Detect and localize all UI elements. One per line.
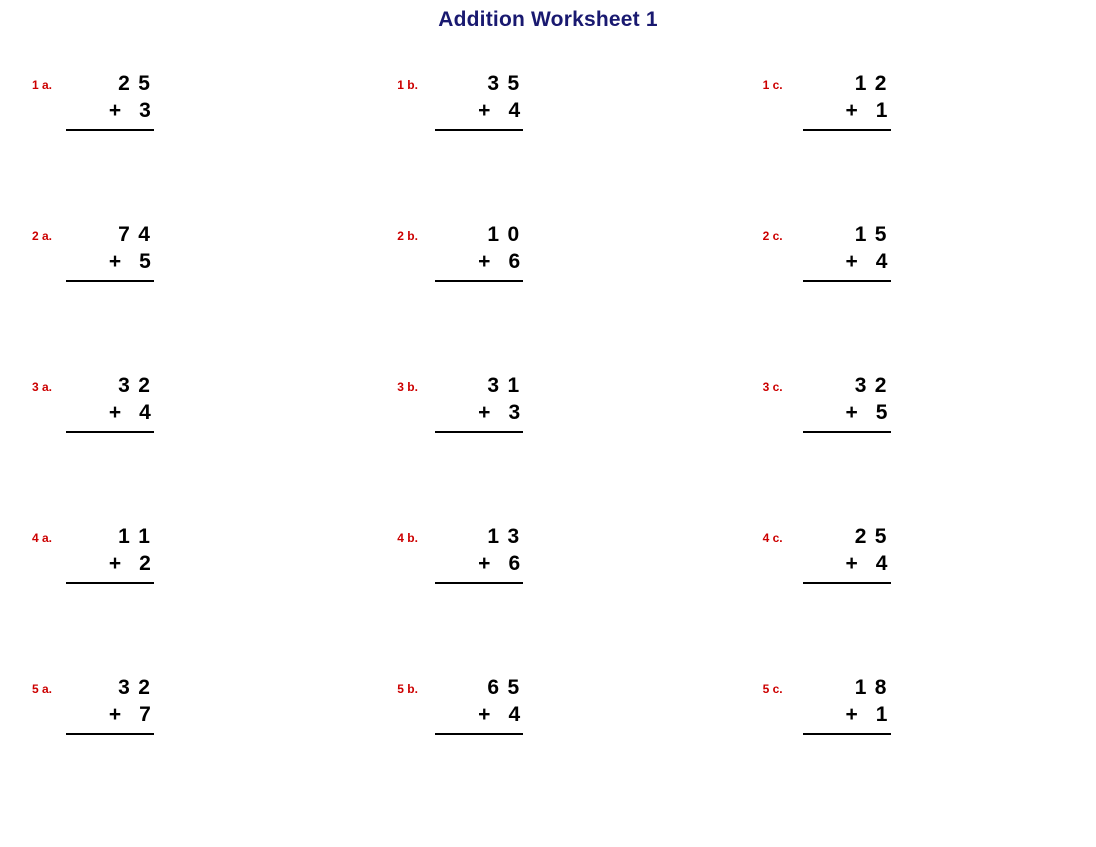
answer-rule (66, 280, 154, 282)
problem-label: 1 b. (397, 78, 418, 92)
problem-label: 2 c. (762, 229, 783, 243)
answer-rule (66, 733, 154, 735)
top-operand: 3 2 (118, 676, 150, 699)
page-title: Addition Worksheet 1 (438, 8, 658, 31)
problem-row (0, 364, 1096, 515)
problem-cell (365, 364, 730, 515)
problem-cell (731, 515, 1096, 666)
top-operand: 1 1 (118, 525, 150, 548)
problem-expression (803, 374, 893, 433)
problem-top-row (435, 72, 525, 99)
problem-top-row (803, 374, 893, 401)
problem-expression (66, 676, 156, 735)
problem-bottom-row (435, 703, 525, 730)
problem-top-row (66, 525, 156, 552)
problem-expression (803, 676, 893, 735)
problem-row (0, 213, 1096, 364)
problem-label: 4 a. (32, 531, 53, 545)
bottom-operand: 4 (875, 250, 888, 273)
answer-rule (435, 129, 523, 131)
bottom-operand: 5 (875, 401, 888, 424)
problem-cell (0, 515, 365, 666)
problem-expression (435, 374, 525, 433)
problem-expression (803, 525, 893, 584)
problem-expression (803, 72, 893, 131)
problem-cell (731, 62, 1096, 213)
top-operand: 6 5 (487, 676, 520, 699)
answer-rule (803, 582, 891, 584)
problem-expression (66, 525, 156, 584)
problem-grid (0, 62, 1096, 817)
answer-rule (435, 582, 523, 584)
bottom-operand: 1 (875, 99, 888, 122)
bottom-operand: 7 (139, 703, 151, 726)
plus-operator: + (478, 99, 491, 122)
problem-label: 3 a. (32, 380, 53, 394)
problem-top-row (66, 223, 156, 250)
problem-bottom-row (435, 401, 525, 428)
answer-rule (435, 280, 523, 282)
plus-operator: + (478, 250, 491, 273)
problem-cell (0, 364, 365, 515)
bottom-operand: 6 (508, 552, 521, 575)
problem-bottom-row (435, 99, 525, 126)
bottom-operand: 4 (508, 99, 521, 122)
plus-operator: + (845, 703, 858, 726)
problem-cell (0, 666, 365, 817)
problem-label: 4 c. (762, 531, 783, 545)
bottom-operand: 4 (875, 552, 888, 575)
answer-rule (803, 431, 891, 433)
plus-operator: + (478, 703, 491, 726)
bottom-operand: 6 (508, 250, 521, 273)
problem-label: 5 a. (32, 682, 53, 696)
plus-operator: + (845, 552, 858, 575)
top-operand: 3 2 (854, 374, 887, 397)
bottom-operand: 4 (139, 401, 151, 424)
problem-bottom-row (66, 401, 156, 428)
problem-expression (435, 223, 525, 282)
top-operand: 1 5 (854, 223, 887, 246)
problem-cell (731, 364, 1096, 515)
problem-expression (66, 72, 156, 131)
problem-expression (66, 374, 156, 433)
plus-operator: + (108, 703, 122, 726)
problem-label: 5 c. (762, 682, 783, 696)
top-operand: 2 5 (854, 525, 887, 548)
problem-expression (803, 223, 893, 282)
problem-bottom-row (66, 99, 156, 126)
problem-row (0, 666, 1096, 817)
problem-label: 2 b. (397, 229, 418, 243)
answer-rule (435, 431, 523, 433)
problem-top-row (435, 525, 525, 552)
answer-rule (803, 129, 891, 131)
problem-expression (435, 72, 525, 131)
problem-cell (0, 62, 365, 213)
bottom-operand: 4 (508, 703, 521, 726)
problem-cell (0, 213, 365, 364)
problem-expression (435, 676, 525, 735)
answer-rule (435, 733, 523, 735)
problem-top-row (66, 676, 156, 703)
problem-top-row (803, 676, 893, 703)
plus-operator: + (108, 99, 122, 122)
problem-label: 2 a. (32, 229, 53, 243)
top-operand: 3 1 (487, 374, 520, 397)
bottom-operand: 1 (875, 703, 888, 726)
top-operand: 2 5 (118, 72, 150, 95)
problem-bottom-row (803, 552, 893, 579)
problem-cell (365, 213, 730, 364)
problem-bottom-row (435, 250, 525, 277)
problem-bottom-row (803, 250, 893, 277)
plus-operator: + (478, 401, 491, 424)
problem-label: 3 c. (762, 380, 783, 394)
problem-cell (365, 666, 730, 817)
problem-row (0, 62, 1096, 213)
bottom-operand: 3 (139, 99, 151, 122)
problem-label: 4 b. (397, 531, 418, 545)
problem-bottom-row (66, 703, 156, 730)
top-operand: 1 2 (854, 72, 887, 95)
bottom-operand: 2 (139, 552, 151, 575)
problem-label: 1 a. (32, 78, 53, 92)
problem-cell (731, 213, 1096, 364)
top-operand: 7 4 (118, 223, 150, 246)
top-operand: 1 8 (854, 676, 887, 699)
plus-operator: + (845, 99, 858, 122)
problem-bottom-row (435, 552, 525, 579)
problem-expression (66, 223, 156, 282)
problem-cell (365, 515, 730, 666)
top-operand: 3 2 (118, 374, 150, 397)
problem-top-row (435, 676, 525, 703)
problem-top-row (66, 72, 156, 99)
problem-top-row (803, 525, 893, 552)
problem-top-row (803, 72, 893, 99)
top-operand: 1 3 (487, 525, 520, 548)
problem-bottom-row (803, 401, 893, 428)
problem-label: 5 b. (397, 682, 418, 696)
plus-operator: + (108, 401, 122, 424)
plus-operator: + (845, 401, 858, 424)
answer-rule (803, 733, 891, 735)
bottom-operand: 3 (508, 401, 521, 424)
problem-top-row (435, 374, 525, 401)
plus-operator: + (108, 552, 122, 575)
problem-expression (435, 525, 525, 584)
problem-label: 1 c. (762, 78, 783, 92)
problem-top-row (66, 374, 156, 401)
top-operand: 1 0 (487, 223, 520, 246)
answer-rule (66, 582, 154, 584)
bottom-operand: 5 (139, 250, 151, 273)
problem-bottom-row (66, 250, 156, 277)
answer-rule (66, 129, 154, 131)
problem-row (0, 515, 1096, 666)
problem-bottom-row (66, 552, 156, 579)
plus-operator: + (108, 250, 122, 273)
plus-operator: + (845, 250, 858, 273)
problem-top-row (803, 223, 893, 250)
top-operand: 3 5 (487, 72, 520, 95)
problem-label: 3 b. (397, 380, 418, 394)
problem-bottom-row (803, 703, 893, 730)
answer-rule (803, 280, 891, 282)
plus-operator: + (478, 552, 491, 575)
answer-rule (66, 431, 154, 433)
problem-bottom-row (803, 99, 893, 126)
problem-cell (731, 666, 1096, 817)
problem-cell (365, 62, 730, 213)
problem-top-row (435, 223, 525, 250)
